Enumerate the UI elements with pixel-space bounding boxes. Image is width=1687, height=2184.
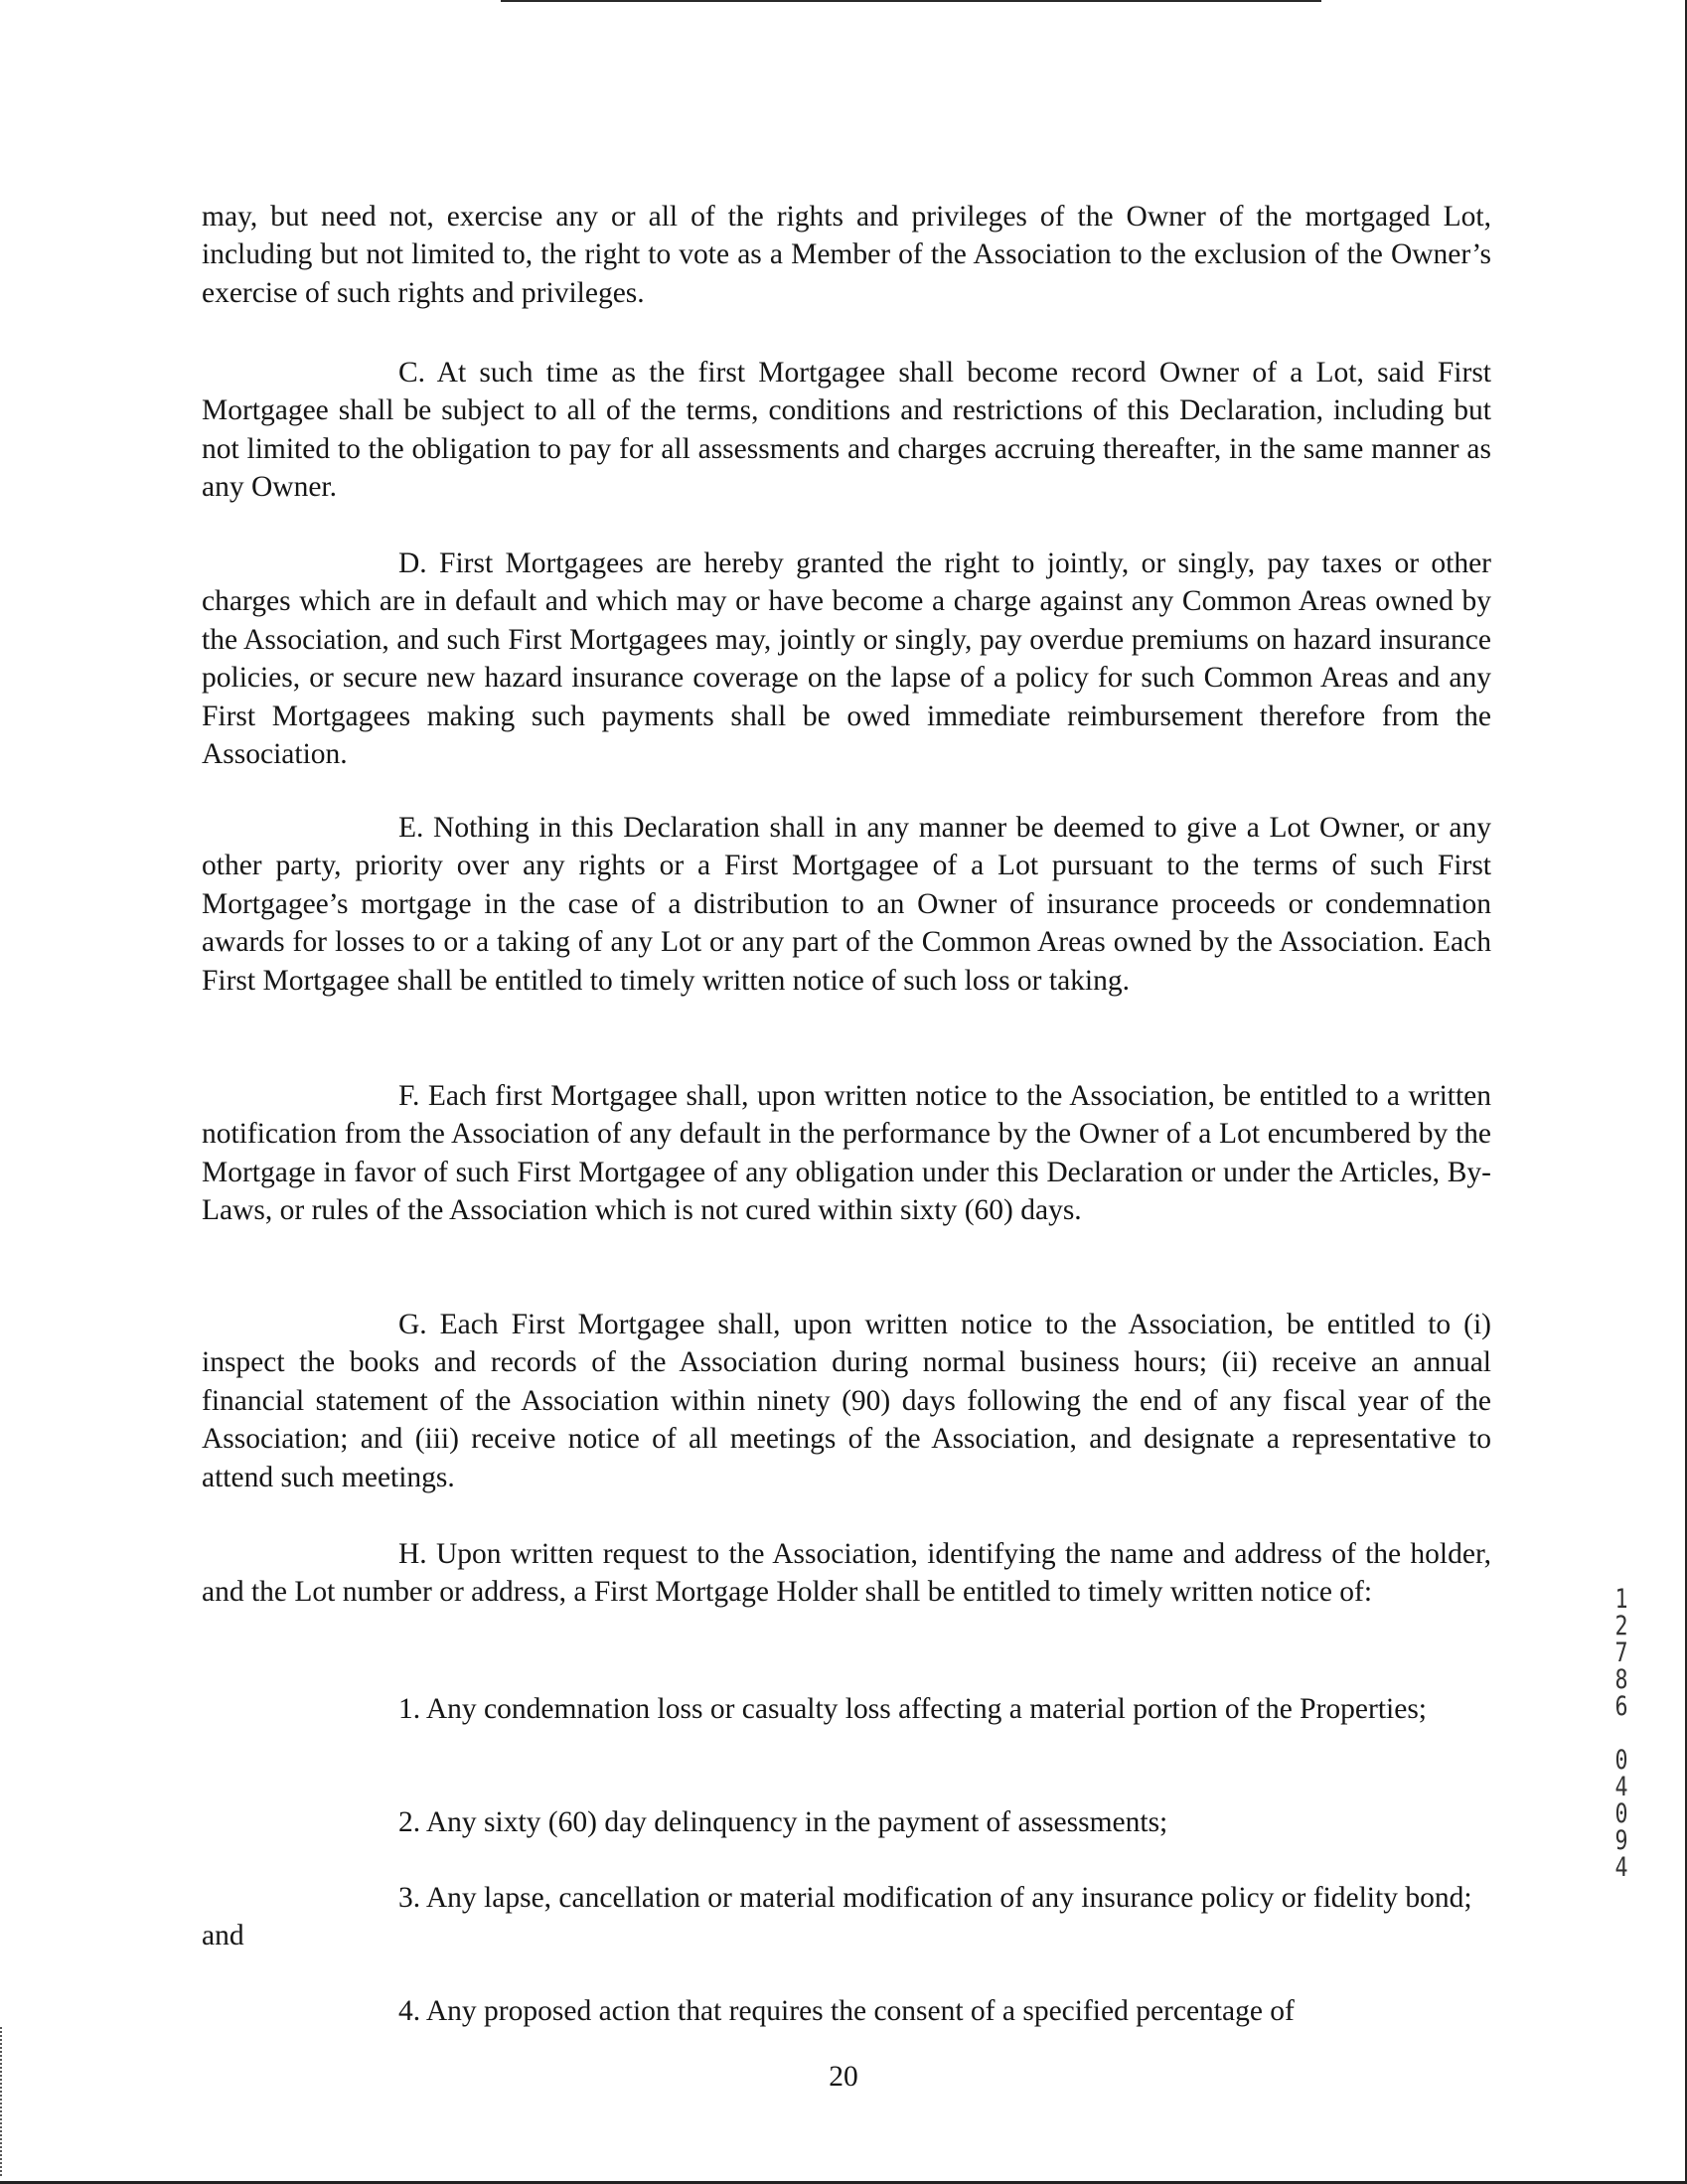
paragraph-d: D. First Mortgagees are hereby granted the right to jointly, or singly, pay taxes or other charges which are in default and which may or have become a charge against any Common Areas owned by the Association, and such First Mortgagees may, jointly or singly, pay overdue premiums on hazard insurance policies, or secure new hazard insurance coverage on the lapse of a policy for such Common Areas and any First Mortgagees making such payments shall be owed immediate reimbursement therefore from the Association. — [202, 547, 1491, 771]
paragraph-h: H. Upon written request to the Association, identifying the name and address of the holder, and the Lot number or address, a First Mortgage Holder shall be entitled to timely written notice of: — [202, 1538, 1491, 1609]
list-item-2: 2. Any sixty (60) day delinquency in the payment of assessments; — [398, 1806, 1168, 1838]
list-item-1: 1. Any condemnation loss or casualty loss affecting a material portion of the Properties; — [398, 1693, 1427, 1725]
side-stamp: 1 2 7 8 6 0 4 0 9 4 — [1614, 1584, 1628, 1883]
paragraph-e: E. Nothing in this Declaration shall in any manner be deemed to give a Lot Owner, or any other party, priority over any rights or a First Mortgagee of a Lot pursuant to the terms of such First Mortgagee’s mortgage in the case of a distribution to an Owner of insurance proceeds or condemnation awards for losses to or a taking of any Lot or any part of the Common Areas owned by the Association. Each First Mortgagee shall be entitled to timely written notice of such loss or taking. — [202, 812, 1491, 997]
paragraph-continued: may, but need not, exercise any or all of the rights and privileges of the Owner of the mortgaged Lot, including but not limited to, the right to vote as a Member of the Association to the exclusion of the Owner’s exercise of such rights and privileges. — [202, 201, 1491, 309]
scan-edge-marks — [0, 2027, 6, 2176]
list-item-3: 3. Any lapse, cancellation or material modification of any insurance policy or fidelity bond; and — [202, 1882, 1472, 1952]
paragraph-g: G. Each First Mortgagee shall, upon written notice to the Association, be entitled to (i) inspect the books and records of the Association during normal business hours; (ii) receive an annual financial statement of the Association within ninety (90) days following the end of any fiscal year of the Association; and (iii) receive notice of all meetings of the Association, and designate a representative to attend such meetings. — [202, 1309, 1491, 1493]
paragraph-c: C. At such time as the first Mortgagee shall become record Owner of a Lot, said First Mortgagee shall be subject to all of the terms, conditions and restrictions of this Declaration, including but not limited to the obligation to pay for all assessments and charges accruing thereafter, in the same manner as any Owner. — [202, 357, 1491, 504]
top-rule — [501, 0, 1321, 2]
list-item-4: 4. Any proposed action that requires the consent of a specified percentage of — [398, 1995, 1295, 2027]
paragraph-f: F. Each first Mortgagee shall, upon written notice to the Association, be entitled to a written notification from the Association of any default in the performance by the Owner of a Lot encumbered by the Mortgage in favor of such First Mortgagee of any obligation under this Declaration or under the Articles, By-Laws, or rules of the Association which is not cured within sixty (60) days. — [202, 1080, 1491, 1227]
page-number: 20 — [829, 2061, 858, 2093]
